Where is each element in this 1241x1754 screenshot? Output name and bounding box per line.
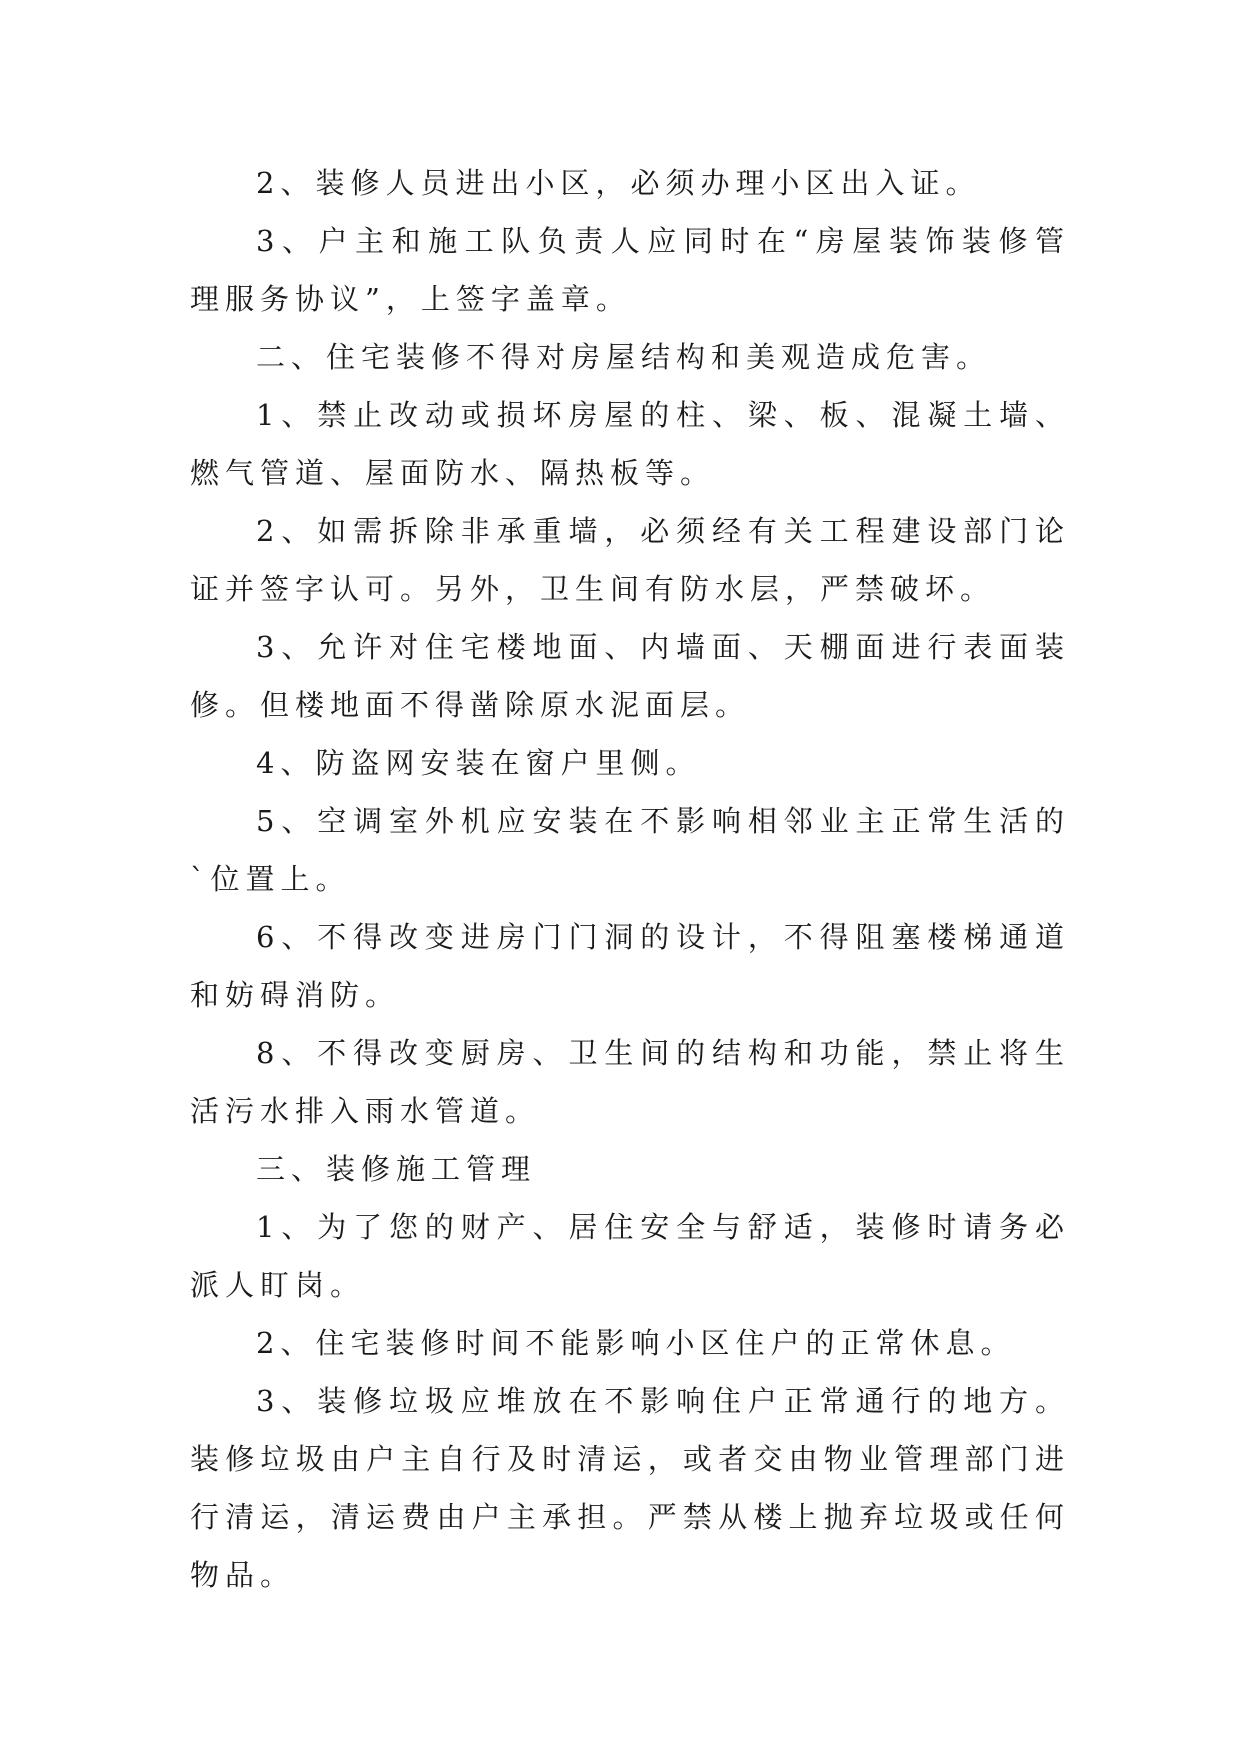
paragraph-2: 3、户主和施工队负责人应同时在“房屋装饰装修管理服务协议”，上签字盖章。: [190, 224, 1070, 316]
paragraph-5: 3、允许对住宅楼地面、内墙面、天棚面进行表面装修。但楼地面不得凿除原水泥面层。: [190, 630, 1070, 722]
paragraph-9: 8、不得改变厨房、卫生间的结构和功能，禁止将生活污水排入雨水管道。: [190, 1036, 1070, 1128]
section-heading-3: 三、装修施工管理: [256, 1152, 537, 1186]
paragraph-4: 2、如需拆除非承重墙，必须经有关工程建设部门论证并签字认可。另外，卫生间有防水层，严禁破坏。: [190, 514, 1070, 606]
paragraph-8: 6、不得改变进房门门洞的设计，不得阻塞楼梯通道和妨碍消防。: [190, 920, 1070, 1012]
paragraph-1: 2、装修人员进出小区，必须办理小区出入证。: [256, 166, 981, 200]
paragraph-11: 2、住宅装修时间不能影响小区住户的正常休息。: [256, 1326, 1016, 1360]
paragraph-12: 3、装修垃圾应堆放在不影响住户正常通行的地方。装修垃圾由户主自行及时清运，或者交由物业管理部门进行清运，清运费由户主承担。严禁从楼上抛弃垃圾或任何物品。: [190, 1384, 1070, 1592]
document-body: [190, 154, 1070, 1604]
paragraph-3: 1、禁止改动或损坏房屋的柱、梁、板、混凝土墙、燃气管道、屋面防水、隔热板等。: [190, 398, 1070, 490]
section-heading-2: 二、住宅装修不得对房屋结构和美观造成危害。: [256, 340, 992, 374]
paragraph-6: 4、防盗网安装在窗户里侧。: [256, 746, 701, 780]
paragraph-10: 1、为了您的财产、居住安全与舒适，装修时请务必派人盯岗。: [190, 1210, 1070, 1302]
paragraph-7: 5、空调室外机应安装在不影响相邻业主正常生活的`位置上。: [190, 804, 1070, 896]
